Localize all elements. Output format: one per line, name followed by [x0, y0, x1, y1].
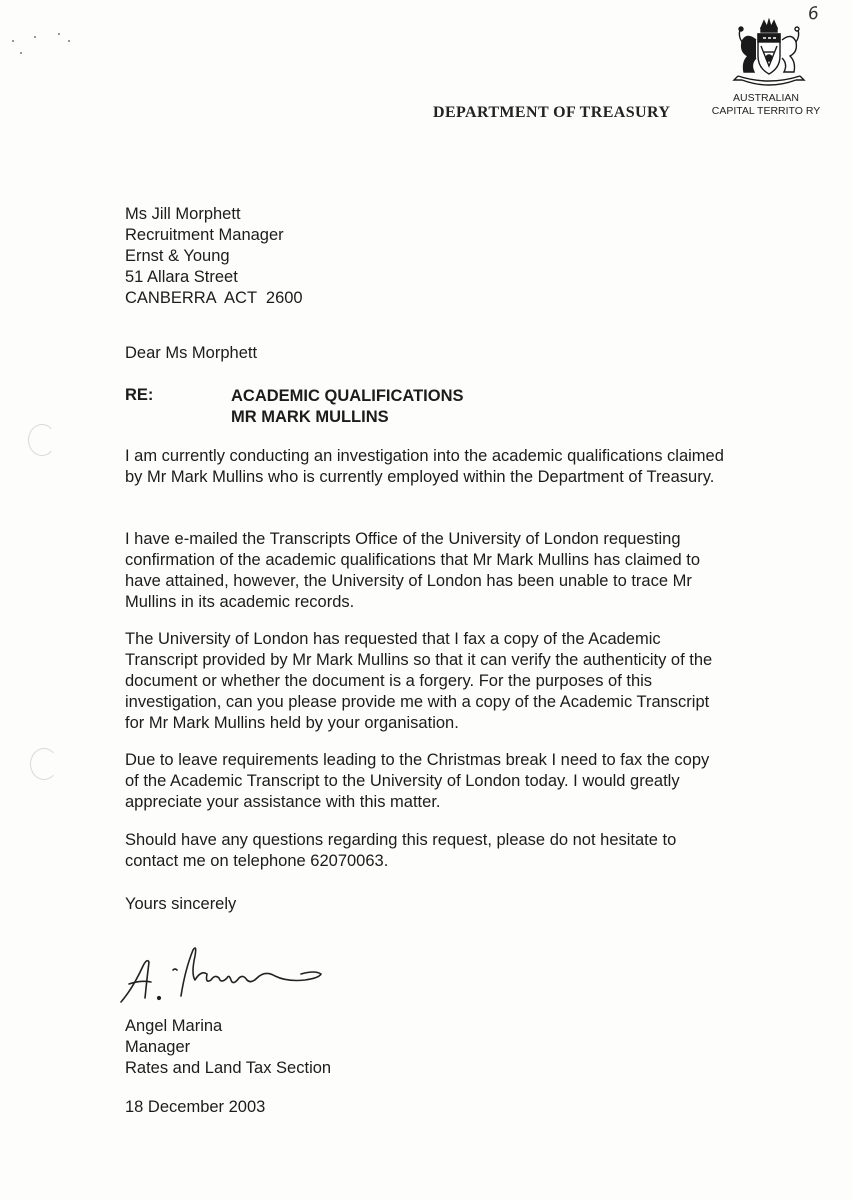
subject-line: ACADEMIC QUALIFICATIONS [231, 387, 464, 405]
paragraph: Should have any questions regarding this request, please do not hesitate to contact me on telephone 62070063. [125, 831, 677, 870]
salutation: Dear Ms Morphett [125, 344, 258, 362]
page-number: 6 [806, 3, 821, 25]
crest-caption-line: AUSTRALIAN [733, 92, 799, 104]
scan-speck [68, 40, 70, 42]
crest-caption [706, 92, 826, 118]
punch-hole-mark [28, 424, 56, 456]
recipient-name: Ms Jill Morphett [125, 205, 241, 223]
subject-line: MR MARK MULLINS [231, 408, 389, 426]
signer-section: Rates and Land Tax Section [125, 1059, 332, 1077]
recipient-city: CANBERRA ACT 2600 [125, 289, 303, 307]
handwritten-signature [115, 940, 330, 1008]
paragraph: The University of London has requested that I fax a copy of the Academic Transcript provided by Mr Mark Mullins so that it can verify the authenticity of the document or whether the document is a forgery. For the purposes of this investigation, can you please provide me with a copy of the Academic Transcript for Mr Mark Mullins held by your organisation. [125, 630, 713, 732]
scan-speck [58, 33, 60, 35]
signer-block [125, 1016, 745, 1079]
recipient-title: Recruitment Manager [125, 226, 284, 244]
closing: Yours sincerely [125, 895, 237, 913]
paragraph: I am currently conducting an investigation into the academic qualifications claimed by Mr Mark Mullins who is currently employed within the Department of Treasury. [125, 447, 724, 486]
paragraph: Due to leave requirements leading to the Christmas break I need to fax the copy of the Academic Transcript to the University of London today. I would greatly appreciate your assistance with this matter. [125, 751, 710, 811]
subject-lines [231, 386, 464, 428]
scan-speck [12, 40, 14, 42]
signer-name: Angel Marina [125, 1017, 223, 1035]
recipient-street: 51 Allara Street [125, 268, 238, 286]
recipient-company: Ernst & Young [125, 247, 230, 265]
recipient-address [125, 204, 745, 309]
paragraph: I have e-mailed the Transcripts Office of the University of London requesting confirmation of the academic qualifications that Mr Mark Mullins has claimed to have attained, however, the University of London has been unable to trace Mr Mullins in its academic records. [125, 530, 700, 611]
letter-date: 18 December 2003 [125, 1098, 266, 1116]
subject-label: RE: [125, 386, 154, 404]
crest-caption-line: CAPITAL TERRITO RY [711, 105, 821, 117]
department-title: DEPARTMENT OF TREASURY [433, 104, 671, 121]
coat-of-arms-icon [728, 18, 810, 92]
punch-hole-mark [30, 748, 58, 780]
signer-position: Manager [125, 1038, 191, 1056]
scan-speck [20, 52, 22, 54]
scan-speck [34, 36, 36, 38]
